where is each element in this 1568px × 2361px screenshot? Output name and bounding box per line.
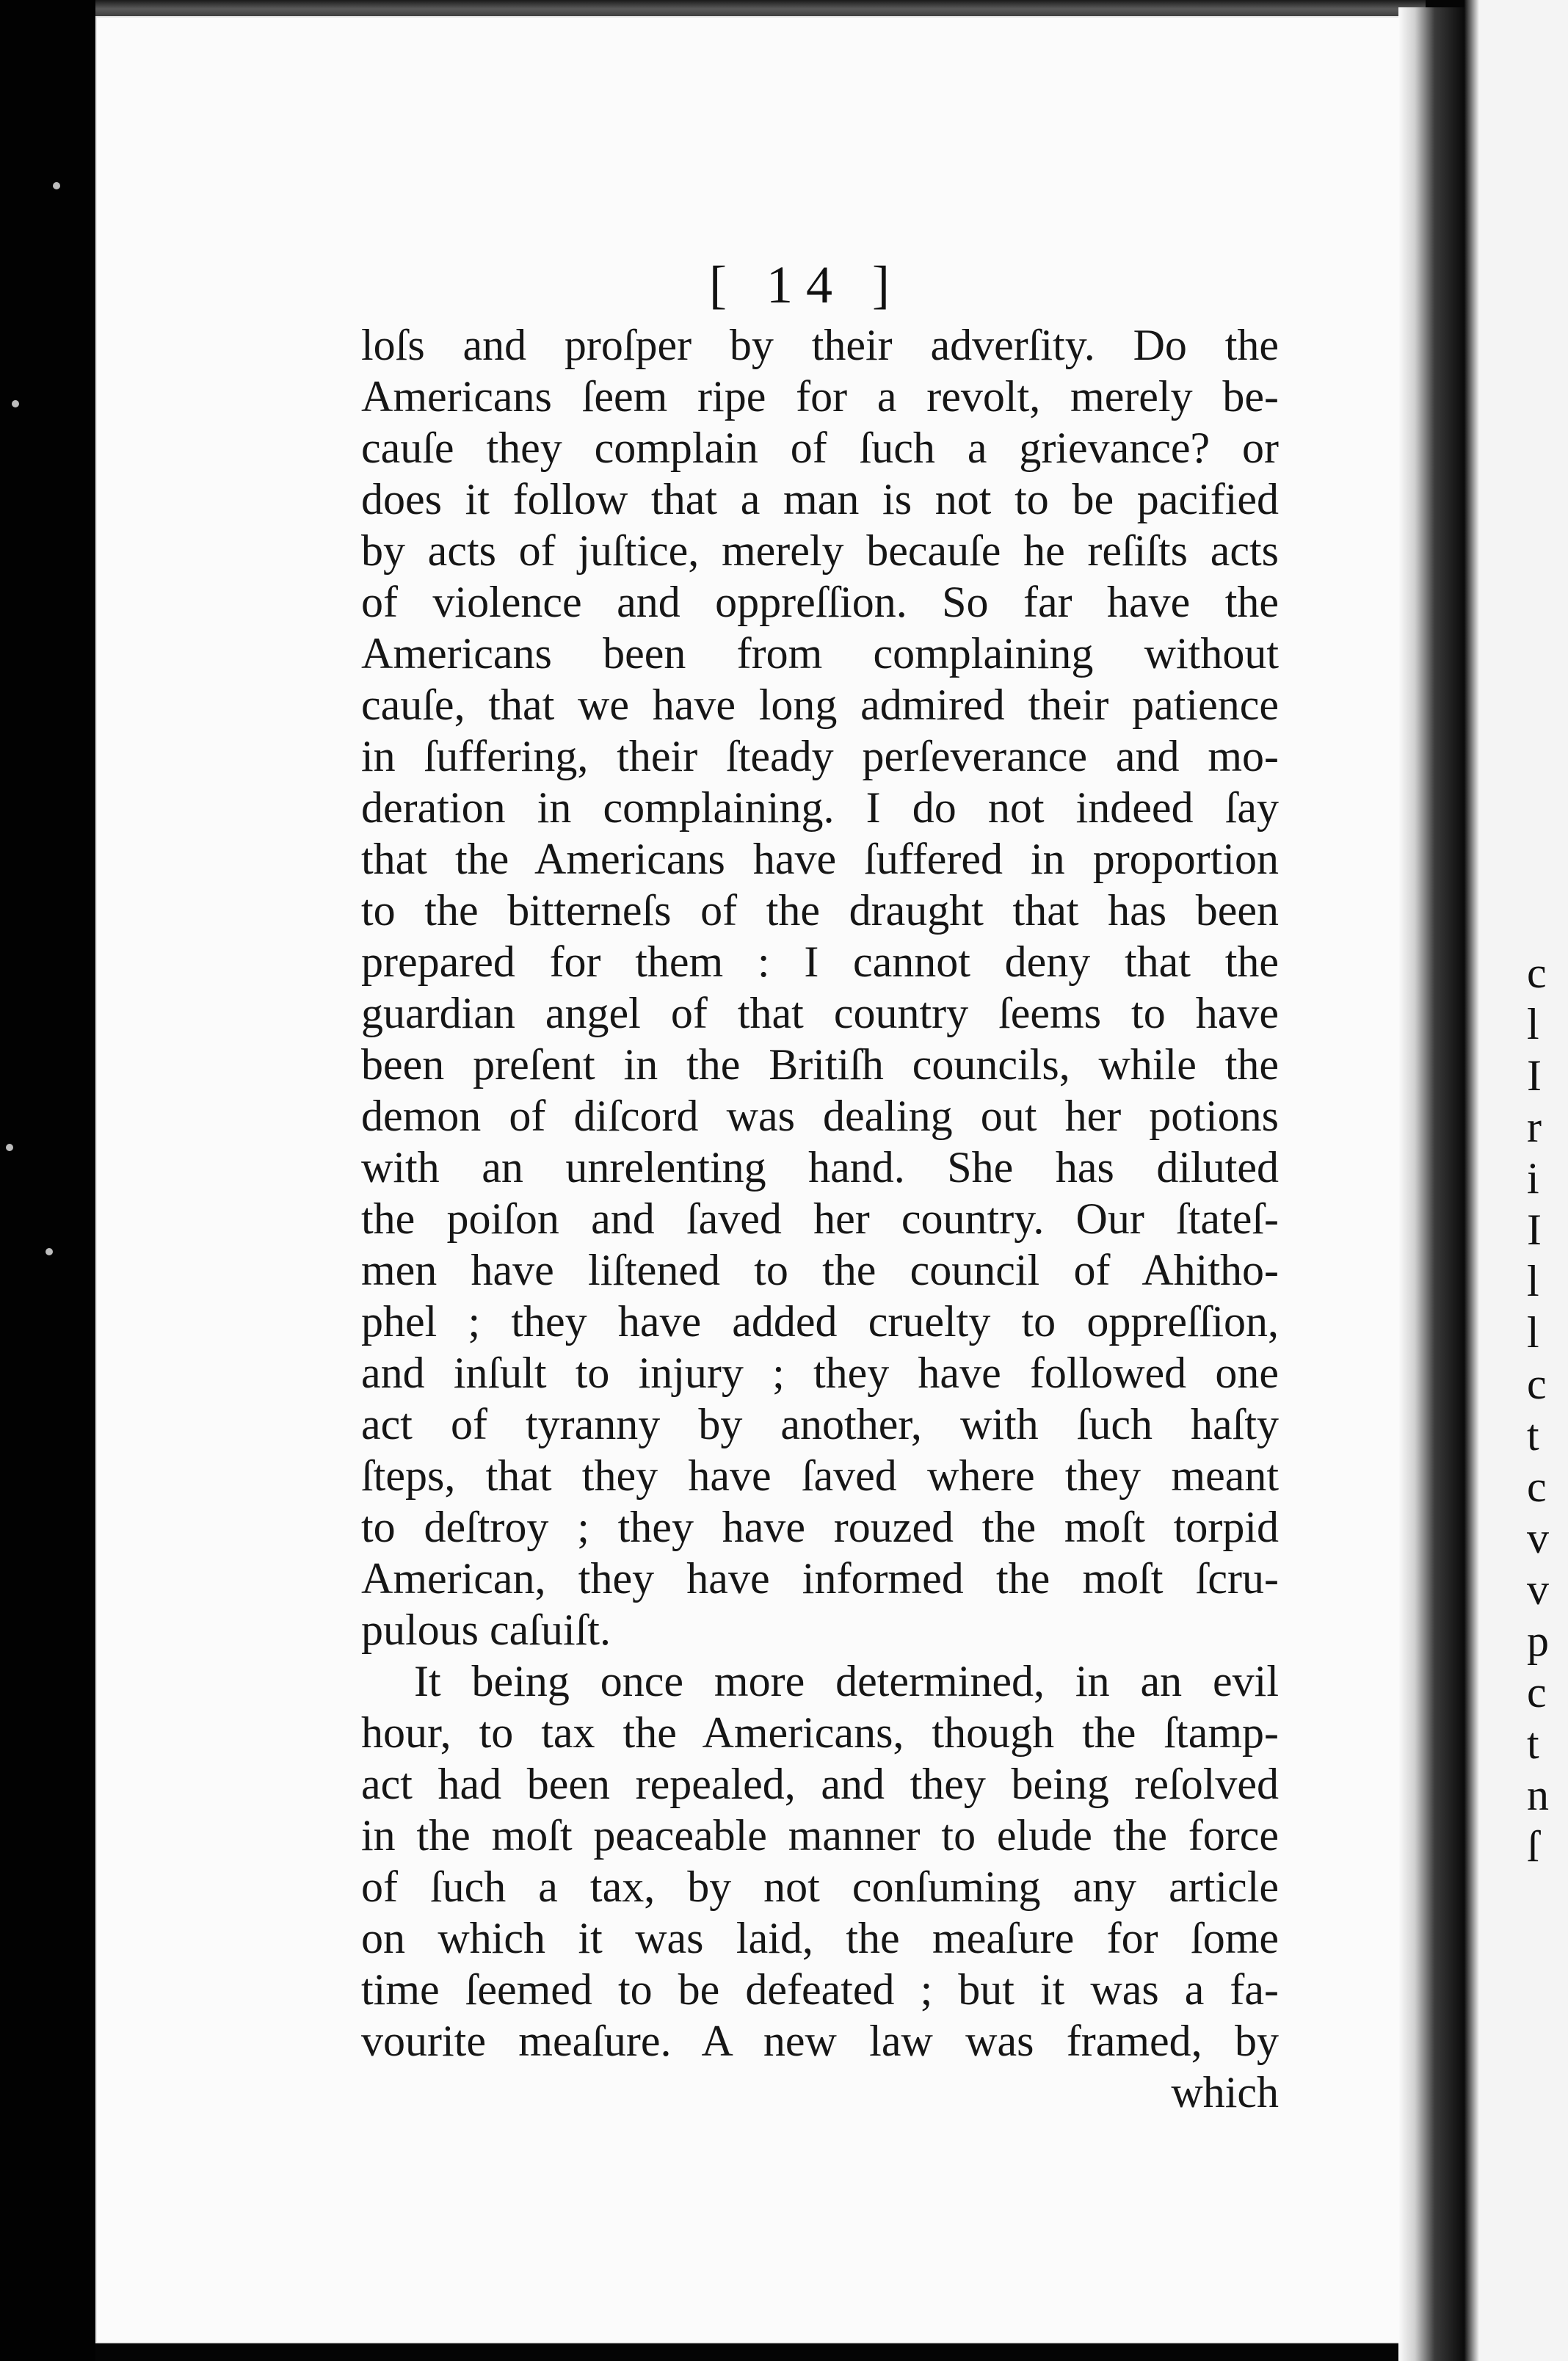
scan-speck: [53, 182, 60, 189]
text-line: act had been repealed, and they being reſolved: [361, 1760, 1279, 1808]
text-line: Americans ſeem ripe for a revolt, merely be-: [361, 372, 1279, 421]
text-line: vourite meaſure. A new law was framed, by: [361, 2017, 1279, 2065]
text-line: the poiſon and ſaved her country. Our ſtateſ-: [361, 1194, 1279, 1243]
text-line: cauſe they complain of ſuch a grievance? or: [361, 424, 1279, 472]
text-line: in ſuffering, their ſteady perſeverance and mo-: [361, 732, 1279, 780]
text-line: of ſuch a tax, by not conſuming any article: [361, 1863, 1279, 1911]
page-number: [ 14 ]: [709, 255, 903, 314]
text-line: that the Americans have ſuffered in proportion: [361, 835, 1279, 883]
text-line: guardian angel of that country ſeems to have: [361, 989, 1279, 1037]
text-line: ſteps, that they have ſaved where they meant: [361, 1451, 1279, 1500]
scan-speck: [46, 1248, 53, 1255]
text-line: to the bitterneſs of the draught that has been: [361, 886, 1279, 935]
text-line: with an unrelenting hand. She has diluted: [361, 1143, 1279, 1192]
facing-page-shadow: [1464, 0, 1479, 2361]
text-line: act of tyranny by another, with ſuch haſty: [361, 1400, 1279, 1448]
text-line: deration in complaining. I do not indeed ſay: [361, 783, 1279, 832]
text-line: pulous caſuiſt.: [361, 1606, 611, 1654]
facing-page-text-fragment: c l I r i I l l c t c v v p c t n ſ: [1527, 949, 1549, 1871]
text-line: Americans been from complaining without: [361, 629, 1279, 678]
text-line: does it follow that a man is not to be pacified: [361, 475, 1279, 523]
text-line: by acts of juſtice, merely becauſe he reſiſts acts: [361, 526, 1279, 575]
text-line: on which it was laid, the meaſure for ſome: [361, 1914, 1279, 1962]
text-line: to deſtroy ; they have rouzed the moſt torpid: [361, 1503, 1279, 1551]
text-line: It being once more determined, in an evil: [414, 1657, 1279, 1705]
text-line: phel ; they have added cruelty to oppreſſion,: [361, 1297, 1279, 1346]
text-line: American, they have informed the moſt ſcru-: [361, 1554, 1279, 1603]
scan-left-margin: [0, 0, 95, 2361]
scan-speck: [12, 400, 19, 407]
text-line: in the moſt peaceable manner to elude the force: [361, 1811, 1279, 1860]
text-line: which: [1171, 2068, 1279, 2117]
binding-gutter: [1398, 7, 1464, 2361]
text-line: cauſe, that we have long admired their patience: [361, 681, 1279, 729]
text-line: hour, to tax the Americans, though the ſtamp-: [361, 1708, 1279, 1757]
text-line: demon of diſcord was dealing out her potions: [361, 1092, 1279, 1140]
text-line: been preſent in the Britiſh councils, while the: [361, 1040, 1279, 1089]
text-line: prepared for them : I cannot deny that the: [361, 937, 1279, 986]
text-line: time ſeemed to be defeated ; but it was a fa-: [361, 1965, 1279, 2014]
text-line: of violence and oppreſſion. So far have the: [361, 578, 1279, 626]
text-line: loſs and proſper by their adverſity. Do the: [361, 321, 1279, 369]
body-text: [361, 319, 1279, 2118]
scan-speck: [6, 1144, 13, 1151]
text-line: and inſult to injury ; they have followed one: [361, 1349, 1279, 1397]
text-line: men have liſtened to the council of Ahitho-: [361, 1246, 1279, 1294]
